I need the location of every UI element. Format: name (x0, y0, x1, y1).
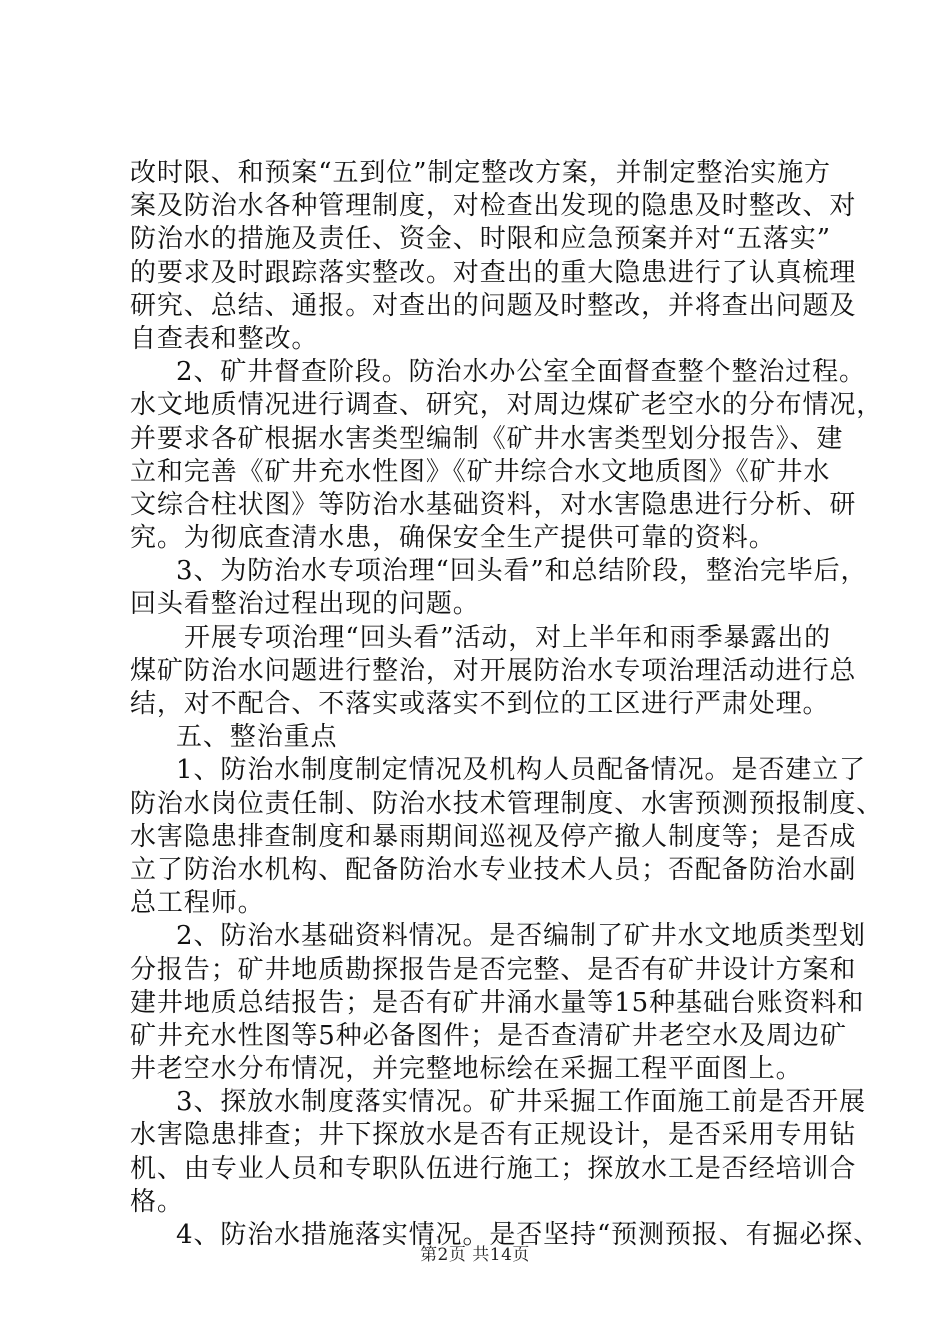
text-line: 水文地质情况进行调查、研究，对周边煤矿老空水的分布情况， (130, 390, 884, 421)
text-line: 建井地质总结报告；是否有矿井涌水量等15种基础台账资料和 (130, 987, 865, 1018)
paragraph-start-line: 2、防治水基础资料情况。是否编制了矿井水文地质类型划 (176, 921, 866, 952)
text-line: 矿井充水性图等5种必备图件；是否查清矿井老空水及周边矿 (130, 1020, 847, 1051)
text-line: 防治水的措施及责任、资金、时限和应急预案并对“五落实” (130, 224, 831, 255)
body-text (130, 157, 884, 1252)
paragraph-start-line: 3、为防治水专项治理“回头看”和总结阶段，整治完毕后， (176, 556, 868, 587)
text-line: 立和完善《矿井充水性图》《矿井综合水文地质图》《矿井水 (130, 456, 831, 487)
text-line: 回头看整治过程出现的问题。 (130, 589, 480, 620)
text-line: 文综合柱状图》等防治水基础资料，对水害隐患进行分析、研 (130, 489, 857, 520)
text-line: 案及防治水各种管理制度，对检查出发现的隐患及时整改、对 (130, 191, 857, 222)
paragraph-start-line: 2、矿井督查阶段。防治水办公室全面督查整个整治过程。 (176, 357, 866, 388)
text-line: 煤矿防治水问题进行整治，对开展防治水专项治理活动进行总 (130, 655, 857, 686)
text-line: 研究、总结、通报。对查出的问题及时整改，并将查出问题及 (130, 290, 857, 321)
paragraph-start-line: 1、防治水制度制定情况及机构人员配备情况。是否建立了 (176, 755, 866, 786)
paragraph-start-line: 3、探放水制度落实情况。矿井采掘工作面施工前是否开展 (176, 1087, 866, 1118)
text-line: 水害隐患排查制度和暴雨期间巡视及停产撤人制度等；是否成 (130, 821, 857, 852)
text-line: 总工程师。 (130, 888, 265, 919)
text-line: 机、由专业人员和专职队伍进行施工；探放水工是否经培训合 (130, 1153, 857, 1184)
text-line: 究。为彻底查清水患，确保安全生产提供可靠的资料。 (130, 523, 776, 554)
text-line: 分报告；矿井地质勘探报告是否完整、是否有矿井设计方案和 (130, 954, 857, 985)
text-line: 井老空水分布情况，并完整地标绘在采掘工程平面图上。 (130, 1054, 803, 1085)
text-line: 立了防治水机构、配备防治水专业技术人员；否配备防治水副 (130, 854, 857, 885)
text-line: 的要求及时跟踪落实整改。对查出的重大隐患进行了认真梳理 (130, 257, 857, 288)
page-footer: 第2页 共14页 (420, 1245, 530, 1265)
paragraph-start-line: 4、防治水措施落实情况。是否坚持“预测预报、有掘必探、 (176, 1220, 881, 1250)
text-line: 自查表和整改。 (130, 323, 319, 354)
text-line: 结，对不配合、不落实或落实不到位的工区进行严肃处理。 (130, 689, 830, 719)
paragraph-start-line: 开展专项治理“回头看”活动，对上半年和雨季暴露出的 (184, 622, 832, 653)
text-line: 改时限、和预案“五到位”制定整改方案，并制定整治实施方 (130, 158, 831, 188)
text-line: 格。 (130, 1186, 184, 1217)
text-line: 水害隐患排查；井下探放水是否有正规设计，是否采用专用钻 (130, 1120, 857, 1151)
text-line: 防治水岗位责任制、防治水技术管理制度、水害预测预报制度、 (130, 788, 884, 819)
section-heading: 五、整治重点 (176, 722, 338, 753)
text-line: 并要求各矿根据水害类型编制《矿井水害类型划分报告》、建 (130, 423, 844, 454)
